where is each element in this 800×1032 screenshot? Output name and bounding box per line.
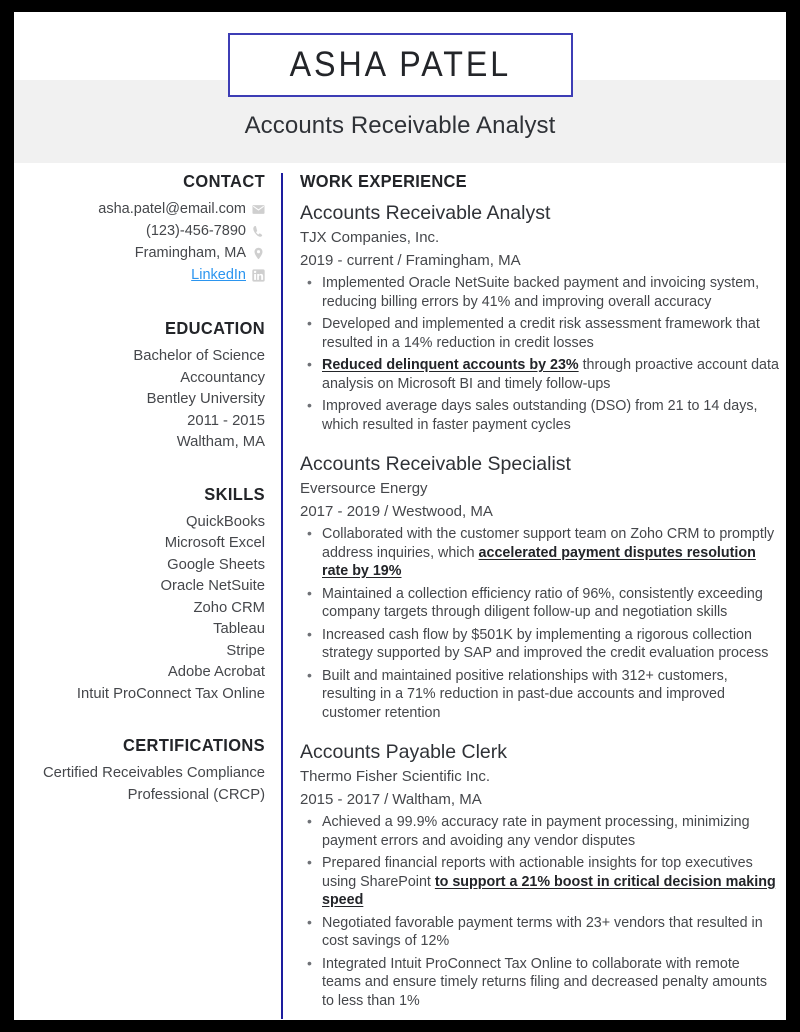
- job-meta: [300, 788, 782, 811]
- bullet-highlight: accelerated payment disputes resolution rate by 19%: [322, 544, 756, 579]
- job-location: Framingham, MA: [405, 252, 521, 269]
- work-experience-heading: WORK EXPERIENCE: [300, 171, 467, 191]
- education-list: [14, 346, 265, 454]
- education-heading: EDUCATION: [165, 318, 265, 338]
- job-bullet: [300, 315, 782, 352]
- job-dates: 2015 - 2017: [300, 791, 381, 808]
- skill-item: Adobe Acrobat: [167, 664, 265, 680]
- skill-item: Zoho CRM: [193, 599, 265, 616]
- bullet-highlight: to support a 21% boost in critical decision making speed: [322, 873, 776, 908]
- job-meta-separator: /: [384, 791, 389, 808]
- job-bullet-list: [300, 813, 782, 1010]
- bullet-text: Improved average days sales outstanding (DSO) from 21 to 14 days, which resulted in faster payment cycles: [322, 398, 758, 433]
- skill-item: Google Sheets: [167, 556, 265, 573]
- bullet-text: Implemented Oracle NetSuite backed payment and invoicing system, reducing billing errors by 41% and improving overall accuracy: [322, 275, 760, 310]
- column-divider: [281, 173, 283, 1019]
- sidebar-section-education: [14, 318, 265, 454]
- skills-list: [14, 512, 265, 706]
- job-bullet: [300, 854, 782, 910]
- job-dates: 2019 - current: [300, 252, 394, 269]
- bullet-text: Prepared financial reports with actionable insights for top executives using SharePoint: [322, 855, 753, 890]
- education-line: Bachelor of Science: [133, 348, 265, 364]
- job-bullet: [300, 667, 782, 723]
- job-bullet: [300, 955, 782, 1011]
- bullet-text: Negotiated favorable payment terms with 23+ vendors that resulted in cost savings of 12%: [322, 914, 763, 949]
- name-box: [228, 33, 573, 97]
- job-bullet: [300, 914, 782, 951]
- job-meta-separator: /: [397, 252, 402, 269]
- job-company: TJX Companies, Inc.: [300, 229, 440, 246]
- phone-icon: [252, 225, 265, 238]
- bullet-text: Integrated Intuit ProConnect Tax Online to collaborate with remote teams and ensure timely returns filing and decreased penalty amounts to less than 1%: [322, 955, 768, 1009]
- job-bullet: [300, 525, 782, 581]
- bullet-text-post: through proactive account data analysis on Microsoft BI and timely follow-ups: [322, 357, 779, 392]
- sidebar-section-contact: [14, 171, 265, 286]
- job-bullet: [300, 626, 782, 663]
- bullet-text: Achieved a 99.9% accuracy rate in payment processing, minimizing payment errors and avoiding any vendor disputes: [322, 814, 750, 849]
- contact-heading: CONTACT: [183, 171, 265, 191]
- envelope-icon: [252, 203, 265, 216]
- location-pin-icon: [252, 247, 265, 260]
- job-role: Accounts Receivable Specialist: [300, 453, 571, 475]
- job-location: Westwood, MA: [392, 503, 493, 520]
- contact-item-text: (123)-456-7890: [146, 223, 246, 239]
- contact-item-linkedin[interactable]: [14, 265, 265, 286]
- resume-header: [14, 12, 786, 163]
- education-line: Bentley University: [146, 391, 265, 407]
- skill-item: Stripe: [226, 642, 265, 659]
- education-line: 2011 - 2015: [187, 412, 265, 429]
- skill-item: Intuit ProConnect Tax Online: [76, 685, 265, 702]
- job-role: Accounts Receivable Analyst: [300, 202, 551, 224]
- bullet-text: Built and maintained positive relationships with 312+ customers, resulting in a 71% reduction in past-due accounts and improved customer retention: [322, 667, 728, 721]
- job-meta-separator: /: [384, 503, 389, 520]
- job-entry: [300, 200, 782, 434]
- candidate-name: ASHA PATEL: [289, 45, 512, 84]
- education-line: Accountancy: [180, 369, 265, 386]
- job-role: Accounts Payable Clerk: [300, 741, 508, 763]
- sidebar: [14, 171, 281, 1020]
- linkedin-icon[interactable]: [252, 269, 265, 282]
- skills-heading: SKILLS: [204, 483, 265, 504]
- job-bullet: [300, 397, 782, 434]
- job-company: Thermo Fisher Scientific Inc.: [300, 768, 491, 785]
- sidebar-section-skills: [14, 484, 265, 706]
- education-line: Waltham, MA: [176, 434, 265, 450]
- job-bullet: [300, 585, 782, 622]
- job-bullet-list: [300, 525, 782, 722]
- sidebar-section-certifications: [14, 735, 265, 806]
- certification-line: Certified Receivables Compliance Professional (CRCP): [42, 765, 265, 803]
- job-bullet-list: [300, 274, 782, 434]
- candidate-job-title: Accounts Receivable Analyst: [244, 112, 556, 139]
- job-company: Eversource Energy: [300, 480, 428, 497]
- contact-item-phone: [14, 221, 265, 242]
- contact-item-text[interactable]: LinkedIn: [191, 267, 246, 283]
- skill-item: QuickBooks: [186, 513, 265, 530]
- skill-item: Oracle NetSuite: [160, 578, 265, 594]
- job-meta: [300, 249, 782, 272]
- main-content: [281, 171, 786, 1020]
- bullet-text: Collaborated with the customer support team on Zoho CRM to promptly address inquiries, which: [322, 526, 775, 561]
- certifications-heading: CERTIFICATIONS: [122, 735, 265, 755]
- certifications-list: [14, 763, 265, 806]
- jobs-list: [300, 200, 782, 1010]
- contact-list: [14, 199, 265, 286]
- contact-item-location-pin: [14, 243, 265, 264]
- resume-document: [14, 12, 786, 1020]
- bullet-text: Maintained a collection efficiency ratio of 96%, consistently exceeding company targets through diligent follow-up and negotiation skills: [322, 585, 763, 620]
- job-entry: [300, 451, 782, 722]
- job-bullet: [300, 356, 782, 393]
- bullet-text: Developed and implemented a credit risk assessment framework that resulted in a 14% reduction in credit losses: [322, 316, 760, 351]
- skill-item: Tableau: [213, 621, 265, 637]
- bullet-text: Increased cash flow by $501K by implementing a rigorous collection strategy supported by SAP and improved the credit evaluation process: [322, 626, 769, 661]
- contact-item-envelope: [14, 199, 265, 220]
- job-bullet: [300, 813, 782, 850]
- contact-item-text: asha.patel@email.com: [98, 201, 246, 217]
- resume-body: [14, 163, 786, 1020]
- contact-item-text: Framingham, MA: [134, 245, 246, 261]
- job-location: Waltham, MA: [392, 791, 482, 808]
- job-meta: [300, 500, 782, 523]
- job-bullet: [300, 274, 782, 311]
- job-dates: 2017 - 2019: [300, 503, 381, 520]
- bullet-highlight: Reduced delinquent accounts by 23%: [322, 357, 579, 373]
- skill-item: Microsoft Excel: [164, 535, 265, 551]
- job-entry: [300, 739, 782, 1010]
